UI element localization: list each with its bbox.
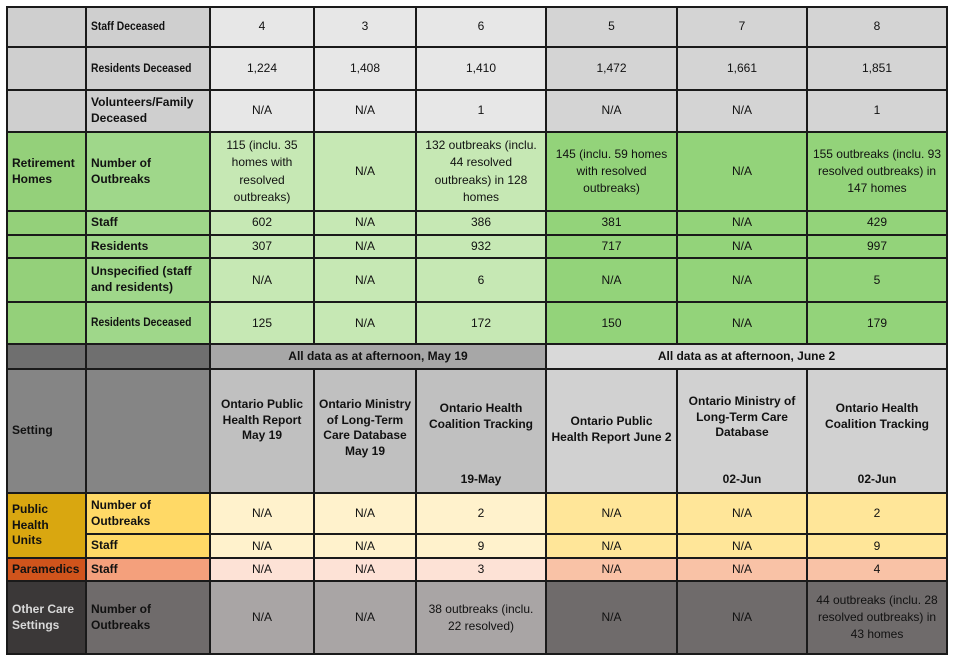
value-cell: 2 — [416, 493, 546, 534]
section-cell — [7, 302, 86, 344]
value-cell: 381 — [546, 211, 677, 235]
value-cell: 132 outbreaks (inclu. 44 resolved outbreaks) in 128 homes — [416, 132, 546, 211]
row-label-text: Residents Deceased — [91, 60, 192, 75]
row-label: Number of Outbreaks — [86, 581, 210, 654]
value-cell: N/A — [314, 235, 416, 258]
row-label-text: Staff Deceased — [91, 19, 166, 34]
value-cell: N/A — [210, 258, 314, 302]
value-cell: 1,661 — [677, 47, 807, 90]
value-cell: 2 — [807, 493, 947, 534]
section-cell — [7, 47, 86, 90]
section-label-public-health-units: Public Health Units — [7, 493, 86, 558]
value-cell: N/A — [210, 90, 314, 132]
column-header-date: 19-May — [460, 472, 502, 487]
section-cell — [7, 235, 86, 258]
value-cell: 6 — [416, 7, 546, 47]
value-cell: N/A — [210, 581, 314, 654]
section-label-paramedics: Paramedics — [7, 558, 86, 581]
value-cell: 179 — [807, 302, 947, 344]
row-label: Unspecified (staff and residents) — [86, 258, 210, 302]
column-header-title: Ontario Health Coalition Tracking — [824, 401, 929, 431]
row-label: Staff — [86, 211, 210, 235]
column-header — [807, 369, 947, 493]
value-cell: N/A — [677, 211, 807, 235]
value-cell: 5 — [546, 7, 677, 47]
column-header — [314, 369, 416, 493]
column-header-title: Ontario Ministry of Long-Term Care Database — [688, 394, 796, 440]
value-cell: 1,408 — [314, 47, 416, 90]
value-cell: N/A — [546, 534, 677, 558]
section-cell — [7, 344, 86, 369]
value-cell: 9 — [807, 534, 947, 558]
value-cell: N/A — [546, 558, 677, 581]
value-cell: N/A — [546, 493, 677, 534]
table-row — [7, 258, 947, 302]
value-cell: 1,472 — [546, 47, 677, 90]
value-cell: N/A — [314, 493, 416, 534]
value-cell: N/A — [677, 132, 807, 211]
row-label: Volunteers/Family Deceased — [86, 90, 210, 132]
value-cell: 307 — [210, 235, 314, 258]
value-cell: N/A — [314, 132, 416, 211]
value-cell: 9 — [416, 534, 546, 558]
row-label: Staff — [86, 558, 210, 581]
column-header — [546, 369, 677, 493]
value-cell: 717 — [546, 235, 677, 258]
table-row — [7, 47, 947, 90]
value-cell: N/A — [677, 302, 807, 344]
value-cell: 1,224 — [210, 47, 314, 90]
section-cell — [7, 211, 86, 235]
column-header-title: Ontario Public Health Report May 19 — [220, 397, 303, 443]
value-cell: 5 — [807, 258, 947, 302]
value-cell: 602 — [210, 211, 314, 235]
section-cell — [86, 344, 210, 369]
value-cell: N/A — [210, 493, 314, 534]
value-cell: N/A — [677, 258, 807, 302]
value-cell: 3 — [314, 7, 416, 47]
table-row — [7, 581, 947, 654]
section-cell — [7, 7, 86, 47]
value-cell: 4 — [807, 558, 947, 581]
section-cell — [7, 258, 86, 302]
value-cell: N/A — [314, 581, 416, 654]
column-header-title: Ontario Public Health Report June 2 — [551, 414, 672, 444]
column-header-title: Ontario Health Coalition Tracking — [428, 401, 533, 431]
table-row — [7, 90, 947, 132]
date-banner-june2: All data as at afternoon, June 2 — [546, 344, 947, 369]
value-cell: 155 outbreaks (inclu. 93 resolved outbreaks) in 147 homes — [807, 132, 947, 211]
value-cell: 172 — [416, 302, 546, 344]
value-cell: N/A — [677, 534, 807, 558]
value-cell: 1,410 — [416, 47, 546, 90]
value-cell: N/A — [314, 302, 416, 344]
table-row — [7, 534, 947, 558]
value-cell: N/A — [677, 581, 807, 654]
value-cell: N/A — [546, 258, 677, 302]
row-label — [86, 302, 210, 344]
table-row — [7, 558, 947, 581]
row-label — [86, 7, 210, 47]
row-label: Residents — [86, 235, 210, 258]
value-cell: N/A — [546, 90, 677, 132]
column-header — [677, 369, 807, 493]
column-header — [416, 369, 546, 493]
value-cell: N/A — [210, 534, 314, 558]
section-label-setting: Setting — [7, 369, 86, 493]
value-cell: N/A — [314, 534, 416, 558]
column-header-date: 02-Jun — [722, 472, 762, 487]
value-cell: 115 (inclu. 35 homes with resolved outbreaks) — [210, 132, 314, 211]
value-cell: 6 — [416, 258, 546, 302]
value-cell: 386 — [416, 211, 546, 235]
table-row — [7, 235, 947, 258]
value-cell: N/A — [314, 558, 416, 581]
value-cell: N/A — [677, 558, 807, 581]
covid-outbreak-table — [6, 6, 948, 655]
value-cell: 429 — [807, 211, 947, 235]
column-header-date: 02-Jun — [857, 472, 897, 487]
value-cell: 3 — [416, 558, 546, 581]
table-row — [7, 344, 947, 369]
value-cell: 932 — [416, 235, 546, 258]
section-label-other-care-settings: Other Care Settings — [7, 581, 86, 654]
value-cell: 4 — [210, 7, 314, 47]
section-cell — [86, 369, 210, 493]
value-cell: N/A — [314, 90, 416, 132]
value-cell: 997 — [807, 235, 947, 258]
row-label: Number of Outbreaks — [86, 493, 210, 534]
table-row — [7, 7, 947, 47]
section-label-retirement-homes: Retirement Homes — [7, 132, 86, 211]
row-label: Number of Outbreaks — [86, 132, 210, 211]
row-label: Staff — [86, 534, 210, 558]
value-cell: 8 — [807, 7, 947, 47]
value-cell: N/A — [314, 211, 416, 235]
value-cell: 145 (inclu. 59 homes with resolved outbreaks) — [546, 132, 677, 211]
table-row — [7, 132, 947, 211]
column-header — [210, 369, 314, 493]
date-banner-may19: All data as at afternoon, May 19 — [210, 344, 546, 369]
value-cell: 1 — [807, 90, 947, 132]
value-cell: 125 — [210, 302, 314, 344]
value-cell: N/A — [677, 235, 807, 258]
table-row — [7, 211, 947, 235]
column-header-title: Ontario Ministry of Long-Term Care Database May 19 — [319, 397, 412, 458]
value-cell: 1,851 — [807, 47, 947, 90]
value-cell: N/A — [546, 581, 677, 654]
row-label — [86, 47, 210, 90]
value-cell: N/A — [314, 258, 416, 302]
row-label-text: Residents Deceased — [91, 315, 192, 330]
value-cell: 1 — [416, 90, 546, 132]
value-cell: 38 outbreaks (inclu. 22 resolved) — [416, 581, 546, 654]
table-row — [7, 369, 947, 493]
value-cell: N/A — [210, 558, 314, 581]
table-row — [7, 302, 947, 344]
value-cell: N/A — [677, 90, 807, 132]
section-cell — [7, 90, 86, 132]
value-cell: N/A — [677, 493, 807, 534]
value-cell: 7 — [677, 7, 807, 47]
value-cell: 150 — [546, 302, 677, 344]
table-row — [7, 493, 947, 534]
value-cell: 44 outbreaks (inclu. 28 resolved outbreaks) in 43 homes — [807, 581, 947, 654]
